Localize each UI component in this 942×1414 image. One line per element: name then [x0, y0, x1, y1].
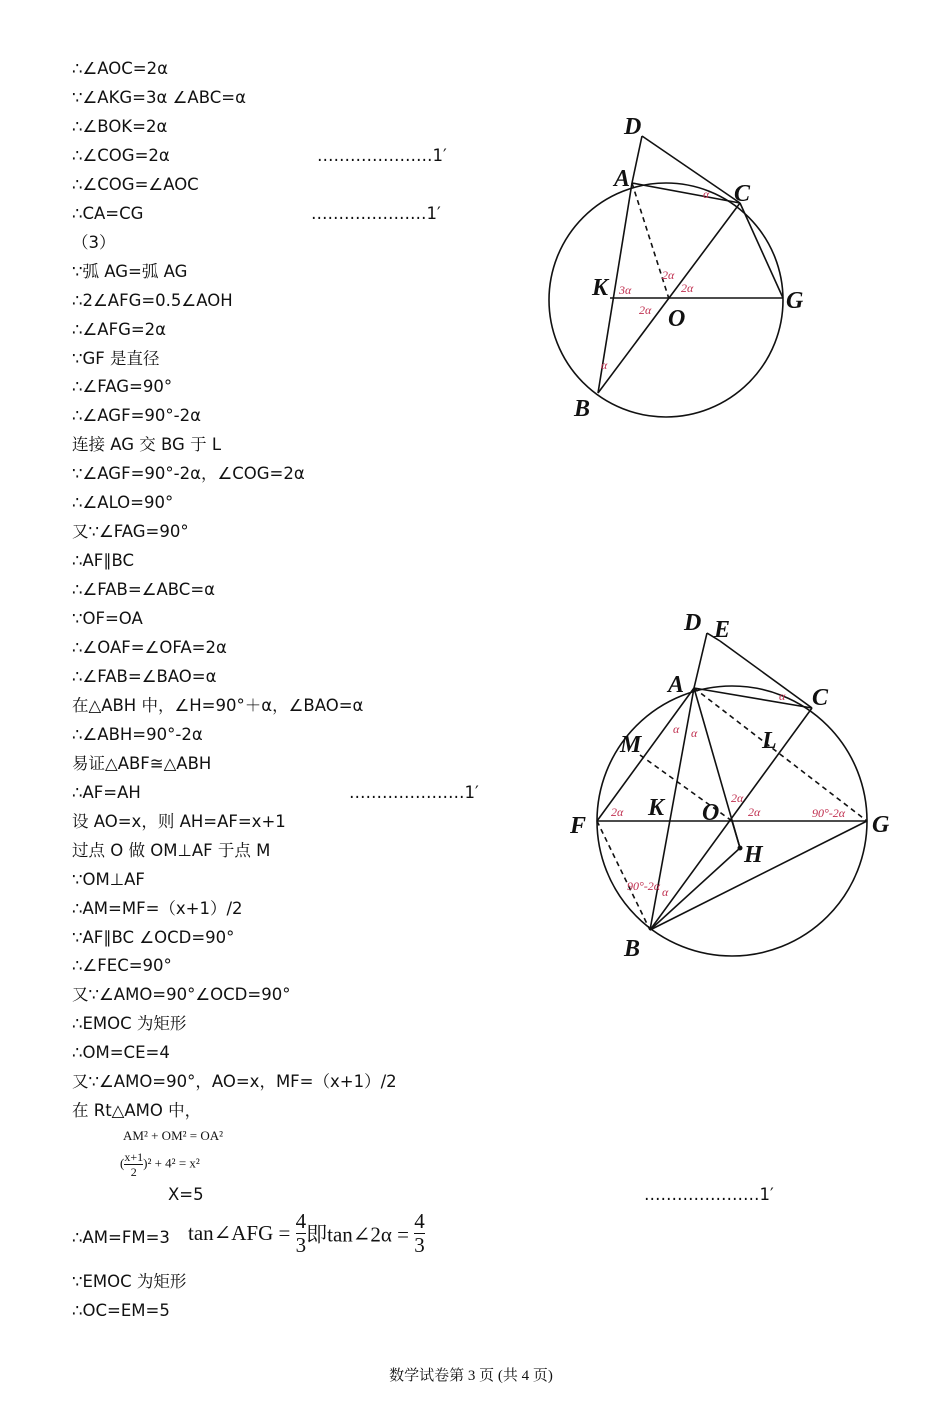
fig2-point-M: M [620, 732, 642, 758]
fig1-point-A: A [614, 166, 631, 192]
x-result: X=5 [168, 1185, 204, 1204]
solution-line [72, 812, 286, 832]
solution-line-text: ∴∠OAF=∠OFA=2α [72, 638, 227, 657]
solution-line [72, 291, 233, 311]
x-result-score: …………………1′ [644, 1185, 774, 1204]
solution-line-text: 连接 AG 交 BG 于 L [72, 435, 222, 455]
solution-line [72, 870, 145, 890]
solution-line-text: ∴∠BOK=2α [72, 116, 168, 136]
score-mark: …………………1′ [349, 782, 479, 802]
fig1-angle-o1: 2α [662, 268, 675, 282]
solution-line [72, 117, 167, 137]
fig2-angle-g: 90°-2α [812, 806, 846, 820]
formula-substituted: ( $\frac{x+1}{2}$ )² + 4² = x² [120, 1150, 200, 1179]
solution-line [72, 88, 246, 108]
fig1-point-O: O [668, 306, 686, 332]
fig2-line-AH [694, 688, 740, 848]
solution-line [72, 1043, 170, 1063]
fig2-line-MO [640, 755, 732, 821]
solution-line-text: ∵∠AKG=3α ∠ABC=α [72, 87, 246, 107]
solution-line-text: ∴∠COG=∠AOC [72, 174, 199, 194]
fig2-angle-b1: 90°-2α [627, 879, 661, 893]
fig1-line-AB [598, 183, 632, 393]
solution-line-text: ∵∠AGF=90°-2α，∠COG=2α [72, 464, 305, 484]
after-line-1: ∵EMOC 为矩形 [72, 1272, 187, 1291]
fig2-line-AB [650, 688, 694, 930]
solution-line-text: ∴∠FAG=90° [72, 377, 173, 397]
solution-line [72, 262, 187, 282]
solution-line-text: ∴∠ALO=90° [72, 493, 174, 513]
fig2-point-L: L [762, 728, 777, 754]
solution-line-text: （3） [72, 232, 116, 252]
fig2-point-F: F [570, 813, 587, 839]
fig1-circle [549, 183, 783, 417]
page-footer: 数学试卷第 3 页 (共 4 页) [389, 1368, 553, 1384]
solution-line [72, 377, 172, 397]
solution-line [72, 667, 217, 687]
fig2-point-B: B [624, 936, 641, 962]
solution-line-text: ∴EMOC 为矩形 [72, 1014, 187, 1034]
fig2-point-O: O [702, 800, 720, 826]
solution-line-text: ∴AF=AH [72, 782, 141, 802]
fig2-line-AC [694, 688, 812, 708]
solution-line [72, 233, 116, 253]
fig2-point-C: C [812, 685, 829, 711]
fig1-point-C: C [734, 181, 751, 207]
fig2-point-K: K [648, 795, 665, 821]
solution-line-text: 过点 O 做 OM⊥AF 于点 M [72, 840, 271, 860]
solution-line [72, 551, 134, 571]
fig1-line-AC [632, 183, 740, 203]
solution-line [72, 203, 441, 224]
fig1-angle-o2: 2α [681, 281, 694, 295]
solution-line [72, 696, 363, 716]
solution-line [72, 464, 305, 484]
solution-line [72, 725, 203, 745]
solution-line [72, 493, 173, 513]
solution-line-text: ∵OF=OA [72, 609, 143, 629]
fig1-line-DC [642, 136, 740, 203]
fig2-line-OH [732, 821, 740, 848]
solution-line-text: ∴∠FAB=∠ABC=α [72, 580, 216, 600]
fig1-point-G: G [786, 288, 804, 314]
fig2-angle-o1: 2α [731, 791, 744, 805]
fig2-line-BH [650, 848, 740, 930]
fig2-angle-a2: α [691, 726, 698, 740]
solution-line-text: ∴∠AGF=90°-2α [72, 406, 201, 426]
solution-line-text: ∴AM=MF=（x+1）/2 [72, 898, 243, 918]
fig2-angle-ea: α [779, 689, 786, 703]
after-line-2: ∴OC=EM=5 [72, 1301, 170, 1320]
solution-line [72, 638, 227, 658]
fig1-line-CG [740, 203, 783, 298]
fig1-angle-b: α [601, 358, 608, 372]
fig1-angle-o3: 2α [639, 303, 652, 317]
solution-line [72, 320, 166, 340]
solution-line [72, 985, 290, 1005]
score-mark: …………………1′ [317, 145, 447, 165]
fig2-line-BC [650, 708, 812, 930]
fig2-line-FB [597, 821, 650, 930]
solution-line [72, 928, 234, 948]
solution-line [72, 145, 447, 166]
solution-line [72, 754, 211, 774]
fig2-line-BG [650, 821, 867, 930]
solution-line-text: ∴∠FAB=∠BAO=α [72, 666, 217, 686]
fig2-angle-f: 2α [611, 805, 624, 819]
fig1-angle-acd: α [703, 187, 710, 201]
fig2-point-H: H [744, 842, 763, 868]
fig2-angle-o2: 2α [748, 805, 761, 819]
solution-line-text: 又∵∠FAG=90° [72, 522, 189, 542]
solution-line [72, 1101, 201, 1121]
fig2-point-G: G [872, 812, 890, 838]
solution-line-text: ∵弧 AG=弧 AG [72, 261, 188, 281]
fig2-angle-a1: α [673, 722, 680, 736]
solution-line-text: ∴2∠AFG=0.5∠AOH [72, 290, 233, 310]
solution-line-text: ∴AF∥BC [72, 551, 135, 571]
solution-line [72, 1014, 186, 1034]
solution-line-text: ∵AF∥BC ∠OCD=90° [72, 927, 235, 947]
solution-line-text: ∴OM=CE=4 [72, 1043, 170, 1063]
solution-line-text: ∵OM⊥AF [72, 869, 145, 889]
solution-line-text: ∴∠ABH=90°-2α [72, 724, 203, 744]
fig2-point-E: E [714, 617, 731, 643]
formula-pythagoras: AM² + OM² = OA² [123, 1128, 224, 1143]
solution-line-text: 设 AO=x，则 AH=AF=x+1 [72, 811, 286, 831]
solution-line [72, 349, 160, 369]
solution-line [72, 782, 479, 803]
fig1-point-K: K [592, 275, 609, 301]
solution-line [72, 175, 199, 195]
fig2-line-AF [597, 688, 694, 821]
fig2-angle-b2: α [662, 885, 669, 899]
solution-line [72, 522, 189, 542]
solution-line-text: ∴∠AFG=2α [72, 319, 167, 339]
score-mark: …………………1′ [311, 203, 441, 223]
fig2-circle [597, 686, 867, 956]
solution-line-text: ∴CA=CG [72, 203, 144, 223]
fig1-line-DA [632, 136, 642, 183]
solution-line-text: ∴∠FEC=90° [72, 956, 172, 976]
solution-line [72, 406, 201, 426]
tan-expression: tan∠AFG = $\frac{4}{3}$ 即tan∠2α = $\frac{4}{3}$ [188, 1209, 425, 1257]
am-line: ∴AM=FM=3 [72, 1228, 170, 1247]
fig2-line-EC [720, 641, 812, 708]
solution-line [72, 899, 243, 919]
solution-line [72, 841, 270, 861]
fig1-angle-k: 3α [619, 283, 632, 297]
solution-line [72, 59, 168, 79]
solution-line-text: ∴∠AOC=2α [72, 59, 168, 78]
solution-line-text: 又∵∠AMO=90°∠OCD=90° [72, 985, 291, 1005]
solution-line [72, 580, 215, 600]
solution-line-text: 在 Rt△AMO 中， [72, 1101, 202, 1121]
fig1-point-B: B [574, 396, 591, 422]
solution-line-text: 易证△ABF≅△ABH [72, 753, 212, 773]
solution-line-text: 又∵∠AMO=90°，AO=x，MF=（x+1）/2 [72, 1072, 397, 1092]
fig2-line-DE [707, 633, 720, 641]
fig2-point-D: D [684, 610, 702, 636]
solution-line [72, 609, 143, 629]
solution-line [72, 1072, 397, 1092]
fig1-line-BC [598, 203, 740, 393]
solution-line-text: ∵GF 是直径 [72, 348, 160, 368]
fig2-point-A: A [668, 672, 685, 698]
fig1-point-D: D [624, 114, 642, 140]
solution-line [72, 956, 172, 976]
solution-line [72, 435, 221, 455]
solution-line-text: ∴∠COG=2α [72, 145, 170, 165]
fig2-line-AG [694, 688, 867, 821]
fig1-line-AO [632, 183, 669, 299]
solution-line-text: 在△ABH 中，∠H=90°＋α，∠BAO=α [72, 695, 364, 715]
fig2-line-DA [694, 633, 707, 688]
